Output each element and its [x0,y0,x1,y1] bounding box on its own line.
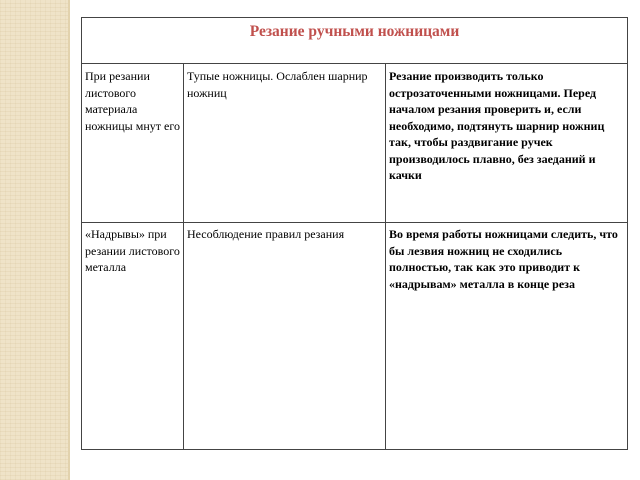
table-cell-remedy: Во время работы ножницами следить, что бы лезвия ножниц не сходились полностью, так как это приводит к «надрывам» металла в конце реза [389,227,618,291]
table-cell-defect: «Надрывы» при резании листового металла [85,227,180,274]
table-cell-defect: При резании листового материала ножницы мнут его [85,69,180,133]
table-title: Резание ручными ножницами [249,23,460,40]
table-cell-cause: Несоблюдение правил резания [187,227,345,241]
table-divider [81,222,628,223]
table-cell-cause: Тупые ножницы. Ослаблен шарнир ножниц [187,69,368,100]
table-divider [183,63,184,450]
decorative-side-band [0,0,70,480]
table-divider [385,63,386,450]
table-cell-remedy: Резание производить только острозаточенными ножницами. Перед началом резания проверить и, если необходимо, подтянуть шарнир ножниц так, чтобы раздвигание ручек производилось плавно, без заеданий и качки [389,69,605,182]
table-divider [81,63,628,64]
